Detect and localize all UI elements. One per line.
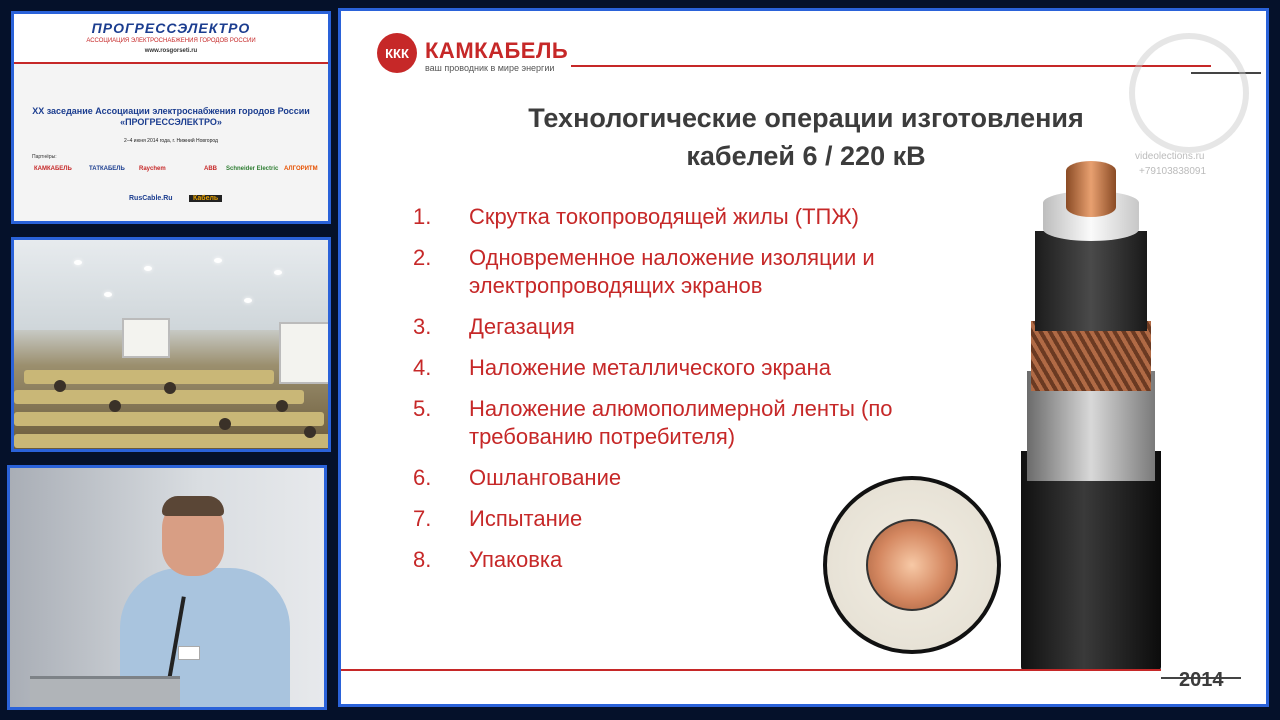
audience-member (164, 382, 176, 394)
hall-ceiling (14, 240, 328, 330)
brand-tagline: ваш проводник в мире энергии (425, 63, 555, 73)
watermark-phone: +79103838091 (1139, 166, 1207, 177)
step-text: Упаковка (469, 547, 563, 572)
step-text: Ошлангование (469, 465, 622, 490)
audience-member (219, 418, 231, 430)
ceiling-light (144, 266, 152, 271)
presentation-slide (338, 8, 1269, 707)
slide-year: 2014 (1179, 669, 1224, 691)
podium (30, 676, 180, 710)
cable-conductor (1066, 161, 1116, 217)
step-number: 6. (413, 465, 432, 490)
projection-screen (122, 318, 170, 358)
step-number: 7. (413, 506, 432, 531)
conference-hall-camera (11, 237, 331, 452)
info-partner-logo: Кабель (189, 195, 222, 202)
partner-logo: Raychem (139, 166, 166, 172)
cable-copper-screen (1031, 321, 1151, 391)
cable-cross-section-image (823, 476, 1001, 654)
step-text: Наложение металлического экрана (469, 355, 831, 380)
slide-title: Технологические операции изготовления кабелей 6 / 220 кВ (528, 103, 1084, 171)
partner-logo: Schneider Electric (226, 166, 279, 172)
ceiling-light (104, 292, 112, 297)
step-text: Наложение алюмополимерной ленты (по требованию потребителя) (469, 396, 893, 449)
process-step (413, 203, 973, 231)
audience-member (276, 400, 288, 412)
step-text: Дегазация (469, 314, 575, 339)
thumbnail-header (14, 14, 328, 64)
association-site: www.rosgorseti.ru (144, 48, 198, 54)
brand-name: КАМКАБЕЛЬ (425, 38, 569, 63)
step-number: 3. (413, 314, 432, 339)
step-number: 5. (413, 396, 432, 421)
conference-date: 2–4 июня 2014 года, г. Нижний Новгород (124, 138, 218, 144)
partner-logo: АЛГОРИТМ (284, 166, 318, 172)
step-text: Испытание (469, 506, 583, 531)
footer-divider (341, 669, 1161, 671)
partners-label: Партнёры: (32, 154, 57, 160)
seat-row (14, 434, 331, 448)
ceiling-light (74, 260, 82, 265)
audience-member (54, 380, 66, 392)
progresselektro-logo: ПРОГРЕССЭЛЕКТРО (91, 20, 251, 36)
audience-member (109, 400, 121, 412)
name-badge (178, 646, 200, 660)
conference-slide-thumbnail (11, 11, 331, 224)
cable-layers-image (1021, 151, 1181, 671)
speaker-hair (162, 496, 224, 516)
association-subtitle: АССОЦИАЦИЯ ЭЛЕКТРОСНАБЖЕНИЯ ГОРОДОВ РОССИИ (86, 38, 256, 44)
partner-logo: ABB (204, 166, 217, 172)
ceiling-light (244, 298, 252, 303)
header-divider (571, 65, 1211, 67)
ceiling-light (274, 270, 282, 275)
speaker-camera (7, 465, 327, 710)
watermark-site: videolections.ru (1135, 151, 1205, 162)
partner-logo: ТАТКАБЕЛЬ (89, 166, 125, 172)
process-step (413, 395, 973, 451)
step-text: Скрутка токопроводящей жилы (ТПЖ) (469, 204, 860, 229)
step-number: 4. (413, 355, 432, 380)
cable-semiconductive-layer (1035, 231, 1147, 331)
kamkabel-logo-icon: ККК (377, 33, 417, 73)
projection-screen (279, 322, 331, 384)
partner-logo: КАМКАБЕЛЬ (34, 166, 72, 172)
process-step (413, 313, 973, 341)
watermark-logo-icon (1129, 33, 1249, 153)
step-text: Одновременное наложение изоляции и электропроводящих экранов (469, 245, 875, 298)
cross-section-conductor (866, 519, 958, 611)
step-number: 8. (413, 547, 432, 572)
ceiling-light (214, 258, 222, 263)
seat-row (14, 412, 324, 426)
step-number: 1. (413, 204, 432, 229)
cable-jacket (1021, 451, 1161, 671)
audience-member (304, 426, 316, 438)
conference-title: XX заседание Ассоциации электроснабжения городов России «ПРОГРЕССЭЛЕКТРО» (32, 106, 310, 127)
process-step (413, 354, 973, 382)
process-step (413, 244, 973, 300)
seat-row (14, 390, 304, 404)
info-partner-logo: RusCable.Ru (129, 195, 173, 202)
step-number: 2. (413, 245, 432, 270)
